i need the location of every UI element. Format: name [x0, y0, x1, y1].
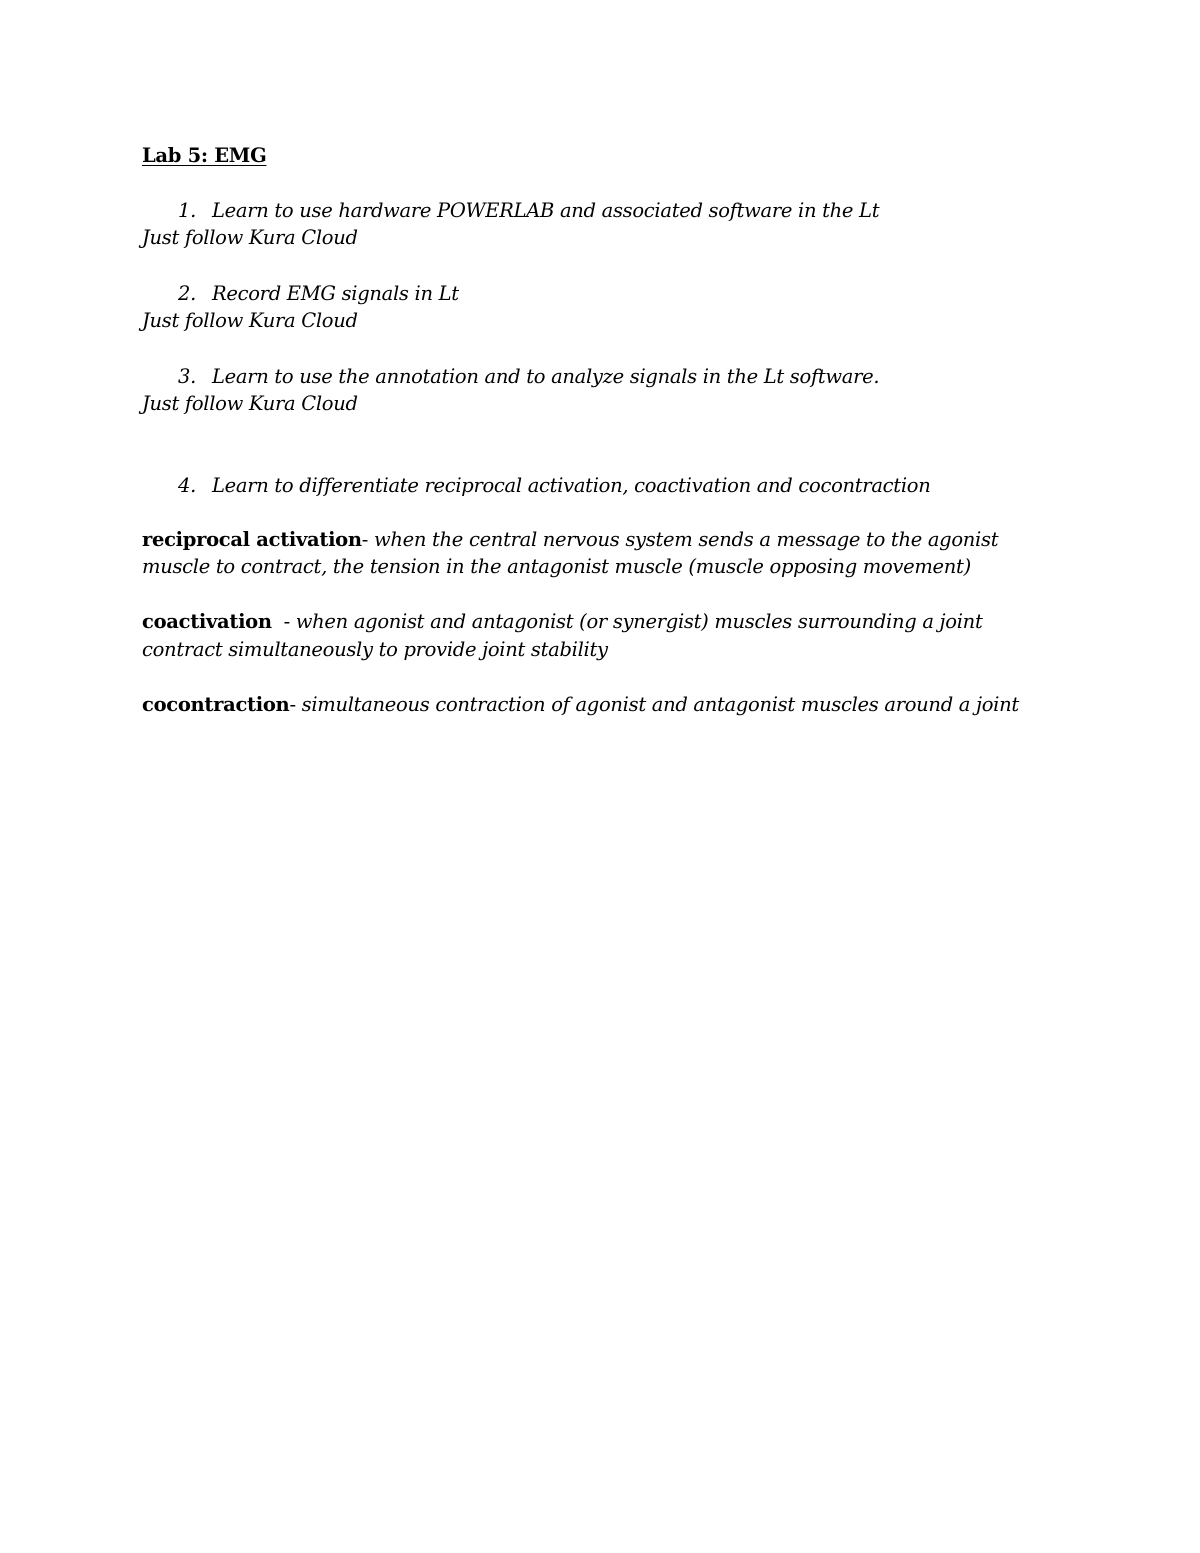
list-item-note: Just follow Kura Cloud: [142, 392, 358, 415]
definition-text-continued: contract simultaneously to provide joint stability: [142, 638, 608, 661]
definition-separator: -: [271, 610, 296, 633]
definition-separator: -: [289, 693, 302, 716]
document-title: Lab 5: EMG: [142, 144, 267, 167]
definition-term: reciprocal activation: [142, 528, 362, 551]
definition-separator: -: [361, 528, 374, 551]
list-item-number: 1.: [178, 199, 197, 222]
definition-term: cocontraction: [142, 693, 290, 716]
list-item-text: Learn to use the annotation and to analyze signals in the Lt software.: [212, 365, 880, 388]
list-item-note: Just follow Kura Cloud: [142, 226, 358, 249]
definition-cocontraction: [142, 692, 1019, 718]
list-item-text: Learn to differentiate reciprocal activation, coactivation and cocontraction: [212, 474, 931, 497]
definition-text: simultaneous contraction of agonist and antagonist muscles around a joint: [301, 693, 1019, 716]
list-item-text: Record EMG signals in Lt: [212, 282, 459, 305]
list-item-3: [178, 364, 879, 390]
list-item-4: [178, 473, 930, 499]
definition-text: when agonist and antagonist (or synergist) muscles surrounding a joint: [295, 610, 983, 633]
list-item-number: 2.: [178, 282, 197, 305]
definition-coactivation: [142, 609, 982, 635]
list-item-note: Just follow Kura Cloud: [142, 309, 358, 332]
definition-text-continued: muscle to contract, the tension in the antagonist muscle (muscle opposing movement): [142, 555, 971, 578]
list-item-2: [178, 281, 459, 307]
definition-term: coactivation: [142, 610, 272, 633]
definition-text: when the central nervous system sends a message to the agonist: [373, 528, 999, 551]
list-item-number: 4.: [178, 474, 197, 497]
list-item-number: 3.: [178, 365, 197, 388]
definition-reciprocal-activation: [142, 527, 998, 553]
list-item-text: Learn to use hardware POWERLAB and associated software in the Lt: [212, 199, 880, 222]
list-item-1: [178, 198, 879, 224]
